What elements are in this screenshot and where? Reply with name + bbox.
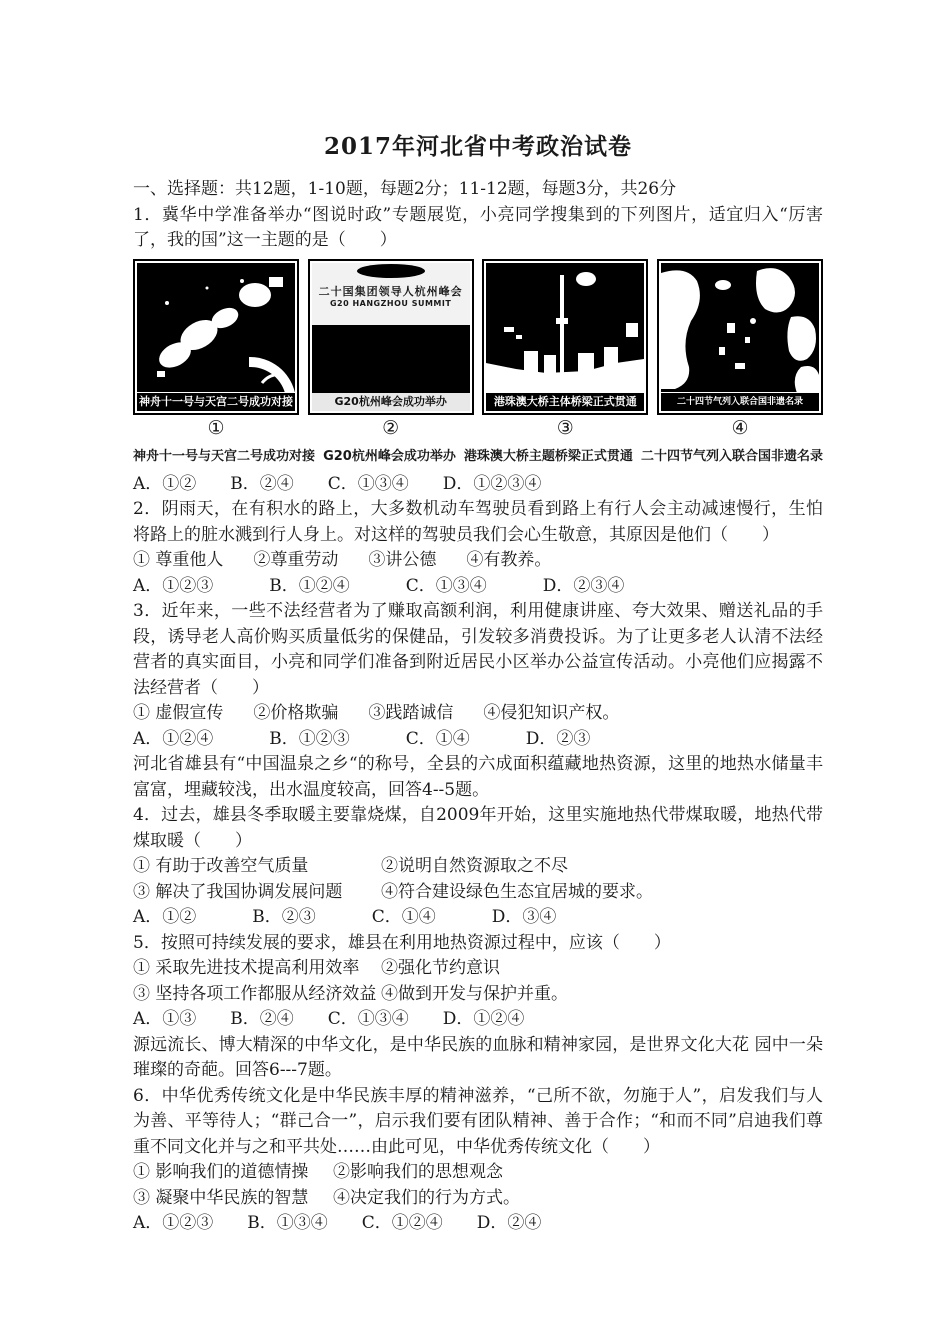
spacecraft-docking-illustration xyxy=(137,263,295,393)
photo-4-frame xyxy=(657,259,823,415)
choice-option: B．①③④ xyxy=(247,1213,328,1233)
choice-option: B．②③ xyxy=(252,907,316,927)
choice-option: B．①②④ xyxy=(269,575,350,596)
sub-option: ③践踏诚信 xyxy=(368,703,454,723)
choice-option: C．①③④ xyxy=(327,473,409,494)
sub-option: ① 尊重他人 xyxy=(133,550,224,570)
choice-option: C．①③④ xyxy=(405,575,487,596)
section-header: 一、选择题：共12题，1-10题，每题2分；11-12题，每题3分，共26分 xyxy=(133,179,677,199)
sub-option: ②影响我们的思想观念 xyxy=(333,1162,503,1182)
choice-option: B．②④ xyxy=(230,473,294,494)
q5-sub-options xyxy=(133,956,823,1007)
sub-option: ③ 解决了我国协调发展问题 xyxy=(133,881,343,902)
solar-terms-illustration xyxy=(661,263,819,393)
photo-summary-line xyxy=(133,445,823,464)
photo-1-image xyxy=(137,263,295,411)
photo-3-image xyxy=(486,263,644,411)
summary-item-3: 港珠澳大桥主题桥梁正式贯通 xyxy=(463,448,633,464)
photo-strip xyxy=(133,259,823,441)
passage-q4-q5: 河北省雄县有“中国温泉之乡“的称号，全县的六成面积蕴藏地热资源，这里的地热水储量丰富富，埋藏较浅，出水温度较高，回答4--5题。 xyxy=(133,754,823,800)
photo-1-caption: 神舟十一号与天宫二号成功对接 xyxy=(137,392,295,411)
q6-stem: 6．中华优秀传统文化是中华民族丰厚的精神滋养，“己所不欲，勿施于人”，启发我们与人为善、平等待人；“群己合一”，启示我们要有团队精神、善于合作；“和而不同”启迪我们尊重不同文化并与之和平共处……由此可见，中华优秀传统文化（ ） xyxy=(133,1085,823,1157)
page-content xyxy=(133,128,823,1237)
summary-item-2: G20杭州峰会成功举办 xyxy=(323,448,456,464)
photo-2-caption: G20杭州峰会成功举办 xyxy=(312,392,470,411)
sub-option: ① 影响我们的道德情操 xyxy=(133,1162,309,1182)
sub-option: ④决定我们的行为方式。 xyxy=(333,1187,520,1208)
g20-banner-title: 二十国集团领导人杭州峰会 xyxy=(318,284,463,298)
photo-3-frame xyxy=(482,259,648,415)
sub-option: ① 虚假宣传 xyxy=(133,703,224,723)
sub-option: ④侵犯知识产权。 xyxy=(483,703,620,723)
q3-sub-options xyxy=(133,701,823,727)
choice-option: D．②③④ xyxy=(542,575,625,596)
q3-stem: 3．近年来，一些不法经营者为了赚取高额利润，利用健康讲座、夸大效果、赠送礼品的手段，诱导老人高价购买质量低劣的保健品，引发较多消费投诉。为了让更多老人认清不法经营者的真实面目，小亮和同学们准备到附近居民小区举办公益宣传活动。小亮他们应揭露不法经营者（ ） xyxy=(133,601,823,698)
sub-option: ④符合建设绿色生态宜居城的要求。 xyxy=(381,881,653,902)
choice-option: C．①③④ xyxy=(327,1009,409,1029)
q6-sub-options xyxy=(133,1160,823,1211)
choice-option: C．①②④ xyxy=(361,1213,443,1233)
sub-option: ③ 坚持各项工作都服从经济效益 xyxy=(133,983,377,1004)
hangzhou-skyline-illustration xyxy=(312,263,470,393)
sub-option: ③讲公德 xyxy=(368,550,437,570)
q1-stem: 1．冀华中学准备举办“图说时政”专题展览，小亮同学搜集到的下列图片，适宜归入“厉害了，我的国”这一主题的是（ ） xyxy=(133,204,823,250)
sub-option: ③ 凝聚中华民族的智慧 xyxy=(133,1187,309,1208)
q2-choices xyxy=(133,574,823,600)
q4-sub-options xyxy=(133,854,823,905)
q1-choices xyxy=(133,472,823,498)
choice-option: C．①④ xyxy=(405,728,470,749)
sub-option: ②强化节约意识 xyxy=(381,958,500,978)
q6-choices xyxy=(133,1211,823,1237)
choice-option: A．①② xyxy=(133,473,197,494)
q5-stem: 5．按照可持续发展的要求，雄县在利用地热资源过程中，应该（ ） xyxy=(133,932,671,953)
choice-option: A．①②④ xyxy=(133,728,214,749)
q2-sub-options xyxy=(133,548,823,574)
photo-4-image xyxy=(661,263,819,411)
g20-banner-subtitle: G20 HANGZHOU SUMMIT xyxy=(329,298,452,308)
sub-option: ②尊重劳动 xyxy=(253,550,339,570)
photo-3-label: ③ xyxy=(556,416,574,439)
photo-3-caption: 港珠澳大桥主体桥梁正式贯通 xyxy=(486,392,644,411)
photo-1-frame xyxy=(133,259,299,415)
choice-option: A．①③ xyxy=(133,1009,197,1029)
q4-stem: 4．过去，雄县冬季取暖主要靠烧煤，自2009年开始，这里实施地热代带煤取暖，地热代带煤取暖（ ） xyxy=(133,805,823,851)
photo-2-frame xyxy=(308,259,474,415)
sub-option: ④做到开发与保护并重。 xyxy=(381,983,568,1004)
passage-q6-q7: 源远流长、博大精深的中华文化，是中华民族的血脉和精神家园，是世界文化大花 园中一朵璀璨的奇葩。回答6---7题。 xyxy=(133,1034,823,1080)
summary-item-1: 神舟十一号与天宫二号成功对接 xyxy=(133,448,316,464)
photo-2-label: ② xyxy=(382,416,400,439)
choice-option: D．①②④ xyxy=(442,1009,525,1029)
photo-2-image xyxy=(312,263,470,411)
choice-option: D．②④ xyxy=(476,1213,542,1233)
photo-4-label: ④ xyxy=(731,416,749,439)
sub-option: ②说明自然资源取之不尽 xyxy=(381,856,568,876)
summary-item-4: 二十四节气列入联合国非遗名录 xyxy=(640,448,823,464)
page-title: 2017年河北省中考政治试卷 xyxy=(323,133,632,160)
q2-stem: 2．阴雨天，在有积水的路上，大多数机动车驾驶员看到路上有行人会主动减速慢行，生怕将路上的脏水溅到行人身上。对这样的驾驶员我们会心生敬意，其原因是他们（ ） xyxy=(133,499,823,545)
sub-option: ① 采取先进技术提高利用效率 xyxy=(133,958,360,978)
photo-1 xyxy=(133,259,299,441)
q3-choices xyxy=(133,727,823,753)
photo-3 xyxy=(482,259,648,441)
choice-option: D．①②③④ xyxy=(442,473,542,494)
sub-option: ②价格欺骗 xyxy=(253,703,339,723)
choice-option: A．①② xyxy=(133,907,197,927)
choice-option: C．①④ xyxy=(371,907,436,927)
choice-option: B．②④ xyxy=(230,1009,294,1029)
sub-option: ④有教养。 xyxy=(466,550,552,570)
sub-option: ① 有助于改善空气质量 xyxy=(133,856,309,876)
q5-choices xyxy=(133,1007,823,1033)
photo-2 xyxy=(308,259,474,441)
q4-choices xyxy=(133,905,823,931)
choice-option: D．③④ xyxy=(491,907,557,927)
choice-option: B．①②③ xyxy=(269,728,350,749)
choice-option: A．①②③ xyxy=(133,575,214,596)
choice-option: A．①②③ xyxy=(133,1213,214,1233)
choice-option: D．②③ xyxy=(525,728,591,749)
photo-4 xyxy=(657,259,823,441)
photo-1-label: ① xyxy=(207,416,225,439)
photo-4-caption: 二十四节气列入联合国非遗名录 xyxy=(661,392,819,411)
bridge-tower-illustration xyxy=(486,263,644,393)
